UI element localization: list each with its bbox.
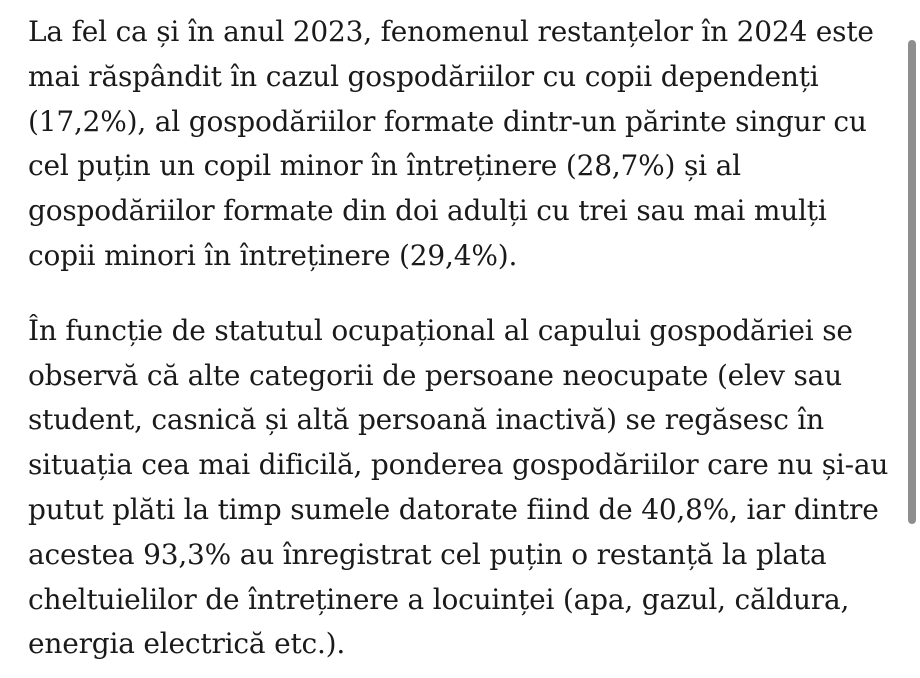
paragraph-1 xyxy=(28,10,890,279)
text-line: putut plăti la timp sumele datorate fiind de 40,8%, iar dintre xyxy=(28,492,879,526)
scrollbar-thumb[interactable] xyxy=(908,40,916,524)
text-line: copii minori în întreținere (29,4%). xyxy=(28,238,518,272)
text-line: energia electrică etc.). xyxy=(28,627,346,661)
text-line: mai răspândit în cazul gospodăriilor cu copii dependenți xyxy=(28,59,819,93)
text-line: student, casnică și altă persoană inactivă) se regăsesc în xyxy=(28,403,824,437)
paragraph-2 xyxy=(28,309,890,667)
text-line: cel puțin un copil minor în întreținere (28,7%) și al xyxy=(28,149,741,183)
text-line: cheltuielilor de întreținere a locuinței (apa, gazul, căldura, xyxy=(28,582,850,616)
text-line: gospodăriilor formate din doi adulți cu trei sau mai mulți xyxy=(28,194,827,228)
text-line: În funcție de statutul ocupațional al capului gospodăriei se xyxy=(28,313,853,347)
article-body xyxy=(28,10,890,667)
scrollbar[interactable] xyxy=(908,0,916,678)
text-line: observă că alte categorii de persoane neocupate (elev sau xyxy=(28,358,842,392)
text-line: La fel ca și în anul 2023, fenomenul restanțelor în 2024 este xyxy=(28,15,874,48)
text-line: (17,2%), al gospodăriilor formate dintr-un părinte singur cu xyxy=(28,104,867,138)
text-line: situația cea mai dificilă, ponderea gospodăriilor care nu și-au xyxy=(28,448,889,482)
text-line: acestea 93,3% au înregistrat cel puțin o restanță la plata xyxy=(28,537,827,571)
